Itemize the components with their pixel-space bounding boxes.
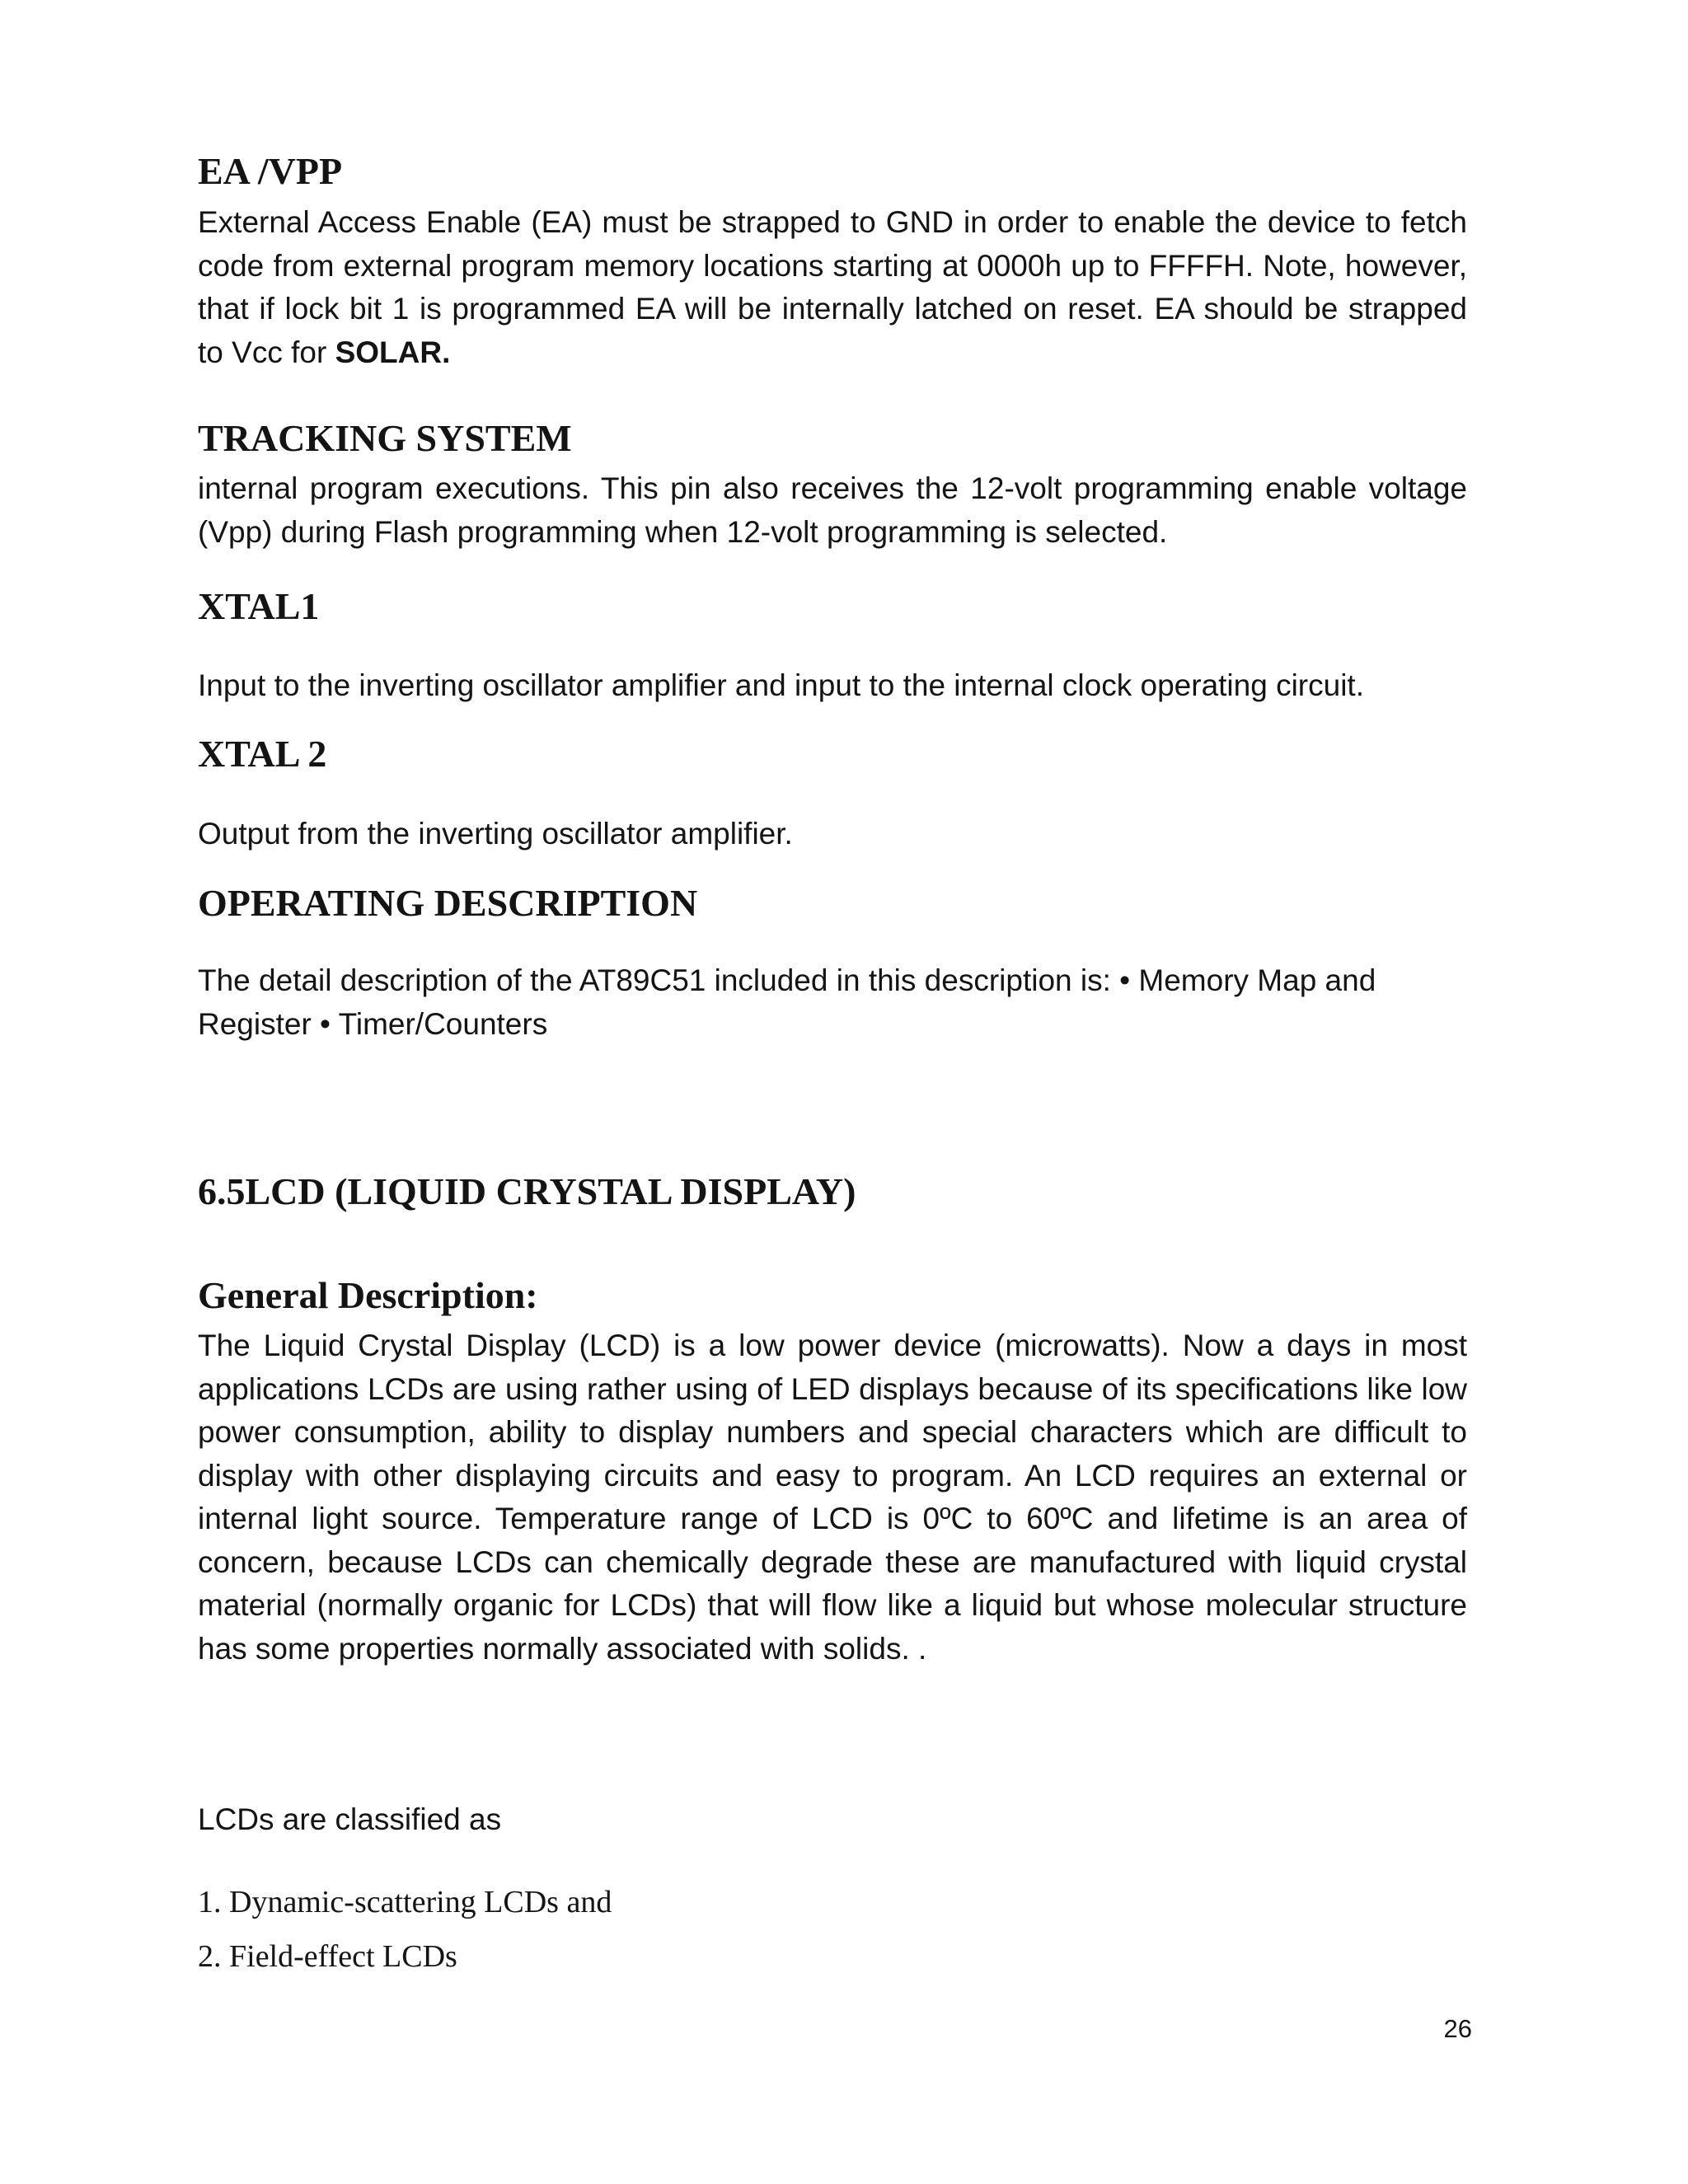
section-body-ea-vpp — [198, 201, 1467, 374]
section-body-xtal2: Output from the inverting oscillator amplifier. — [198, 817, 793, 851]
lcd-type-item: 1. Dynamic-scattering LCDs and — [198, 1885, 612, 1919]
page-number: 26 — [1443, 2014, 1472, 2043]
section-heading-xtal2: XTAL 2 — [198, 733, 327, 775]
ea-vpp-body-bold: SOLAR. — [335, 335, 451, 369]
subheading-general-description: General Description: — [198, 1274, 538, 1316]
section-heading-operating-description: OPERATING DESCRIPTION — [198, 882, 698, 924]
section-body-tracking-system: internal program executions. This pin also receives the 12-volt programming enable voltage (Vpp) during Flash programming when 12-volt programming is selected. — [198, 471, 1467, 549]
section-heading-xtal1: XTAL1 — [198, 585, 320, 627]
lcd-classified-intro: LCDs are classified as — [198, 1802, 502, 1836]
section-heading-ea-vpp: EA /VPP — [198, 150, 343, 192]
lcd-type-item: 2. Field-effect LCDs — [198, 1939, 457, 1974]
ea-vpp-body-text: External Access Enable (EA) must be strapped to GND in order to enable the device to fetch code from external program memory locations starting at 0000h up to FFFFH. Note, however, that if lock bit 1 is programmed EA will be internally latched on reset. EA should be strapped to Vcc for — [198, 205, 1467, 369]
section-heading-lcd: 6.5LCD (LIQUID CRYSTAL DISPLAY) — [198, 1170, 856, 1212]
section-body-lcd: The Liquid Crystal Display (LCD) is a low power device (microwatts). Now a days in most applications LCDs are using rather using of LED displays because of its specifications like low power consumption, ability to display numbers and special characters which are difficult to display with other displaying circuits and easy to program. An LCD requires an external or internal light source. Temperature range of LCD is 0ºC to 60ºC and lifetime is an area of concern, because LCDs can chemically degrade these are manufactured with liquid crystal material (normally organic for LCDs) that will flow like a liquid but whose molecular structure has some properties normally associated with solids. . — [198, 1329, 1467, 1666]
section-body-operating-description: The detail description of the AT89C51 included in this description is: • Memory Map and Register • Timer/Counters — [198, 963, 1376, 1041]
section-body-xtal1: Input to the inverting oscillator amplifier and input to the internal clock operating circuit. — [198, 668, 1364, 702]
section-heading-tracking-system: TRACKING SYSTEM — [198, 417, 572, 459]
